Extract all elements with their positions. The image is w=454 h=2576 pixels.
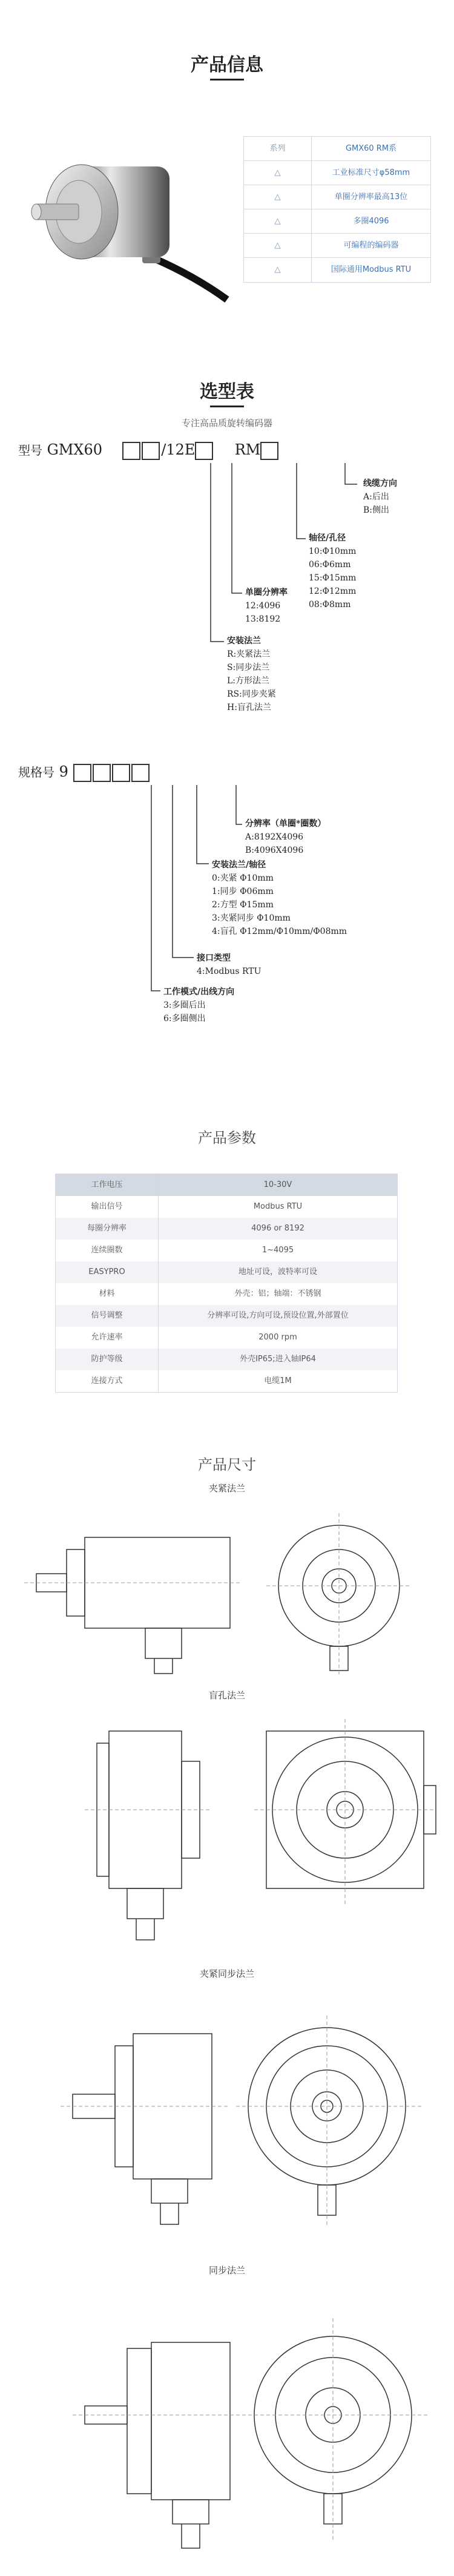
spec-code-line: 规格号 9 (18, 763, 151, 782)
table-row: △ 可编程的编码器 (244, 234, 430, 258)
table-row: △ 单圈分辨率最高13位 (244, 185, 430, 209)
code-box (112, 764, 130, 782)
table-row: 输出信号 Modbus RTU (56, 1196, 397, 1218)
sync-flange-label: 同步法兰 (208, 2265, 245, 2276)
resolution-options: 分辨率（单圈*圈数） A:8192X4096 B:4096X4096 (245, 819, 326, 855)
interface-options: 接口类型 4:Modbus RTU (197, 953, 262, 976)
params-table (55, 1174, 398, 1393)
table-row: 允许速率 2000 rpm (56, 1327, 397, 1349)
code-box (93, 764, 111, 782)
shaft-diameter-options: 轴径/孔径 10:Φ10mm 06:Φ6mm 15:Φ15mm 12:Φ12mm 08:Φ8mm (309, 533, 357, 610)
table-row: 每圈分辨率 4096 or 8192 (56, 1218, 397, 1240)
table-row: 连续圈数 1~4095 (56, 1240, 397, 1261)
title-underline (210, 406, 244, 407)
work-mode-options: 工作模式/出线方向 3:多圈后出 6:多圈侧出 (163, 987, 235, 1024)
code-box (195, 442, 213, 460)
title-underline (210, 79, 244, 80)
cable-direction-options: 线缆方向 A:后出 B:侧出 (363, 479, 397, 515)
code-box (260, 442, 278, 460)
code-box (73, 764, 91, 782)
blind-hole-flange-drawing (12, 1707, 442, 1949)
mount-flange-options: 安装法兰 R:夹紧法兰 S:同步法兰 L:方形法兰 RS:同步夹紧 H:盲孔法兰 (227, 636, 276, 712)
table-row: △ 多圈4096 (244, 209, 430, 234)
table-row: 工作电压 10-30V (56, 1174, 397, 1196)
encoder-photo (12, 130, 230, 306)
params-title: 产品参数 (198, 1129, 256, 1146)
selection-title: 选型表 (200, 381, 254, 402)
product-info-title: 产品信息 (191, 54, 263, 76)
table-row: △ 工业标准尺寸φ58mm (244, 161, 430, 185)
clamp-flange-drawing (12, 1501, 442, 1683)
code-box (122, 442, 140, 460)
single-resolution-options: 单圈分辨率 12:4096 13:8192 (245, 588, 288, 624)
table-row: 防护等级 外壳IP65;进入轴IP64 (56, 1349, 397, 1370)
blind-hole-flange-label: 盲孔法兰 (208, 1690, 245, 1701)
product-info-table (243, 136, 431, 283)
table-row: 连接方式 电缆1M (56, 1370, 397, 1392)
table-row: 材料 外壳：铝；轴端：不锈钢 (56, 1283, 397, 1305)
selection-subtitle: 专注高品质旋转编码器 (181, 418, 272, 429)
table-row: △ 国际通用Modbus RTU (244, 258, 430, 282)
clamp-sync-flange-label: 夹紧同步法兰 (199, 1968, 254, 1979)
clamp-flange-label: 夹紧法兰 (208, 1483, 245, 1494)
clamp-sync-flange-drawing (12, 1985, 442, 2239)
table-row: 系列 GMX60 RM系 (244, 137, 430, 161)
code-box (131, 764, 150, 782)
flange-shaft-options: 安装法兰/轴径 0:夹紧 Φ10mm 1:同步 Φ06mm 2:方型 Φ15mm 3:夹紧同步 Φ10mm 4:盲孔 Φ12mm/Φ10mm/Φ08mm (212, 860, 347, 936)
sync-flange-drawing (12, 2282, 442, 2560)
model-code-line: 型号 GMX60 /12E RM (18, 441, 280, 460)
table-row: EASYPRO 地址可设，波特率可设 (56, 1261, 397, 1283)
code-box (142, 442, 160, 460)
table-row: 信号调整 分辨率可设,方向可设,预设位置,外部置位 (56, 1305, 397, 1327)
dimensions-title: 产品尺寸 (198, 1456, 256, 1473)
